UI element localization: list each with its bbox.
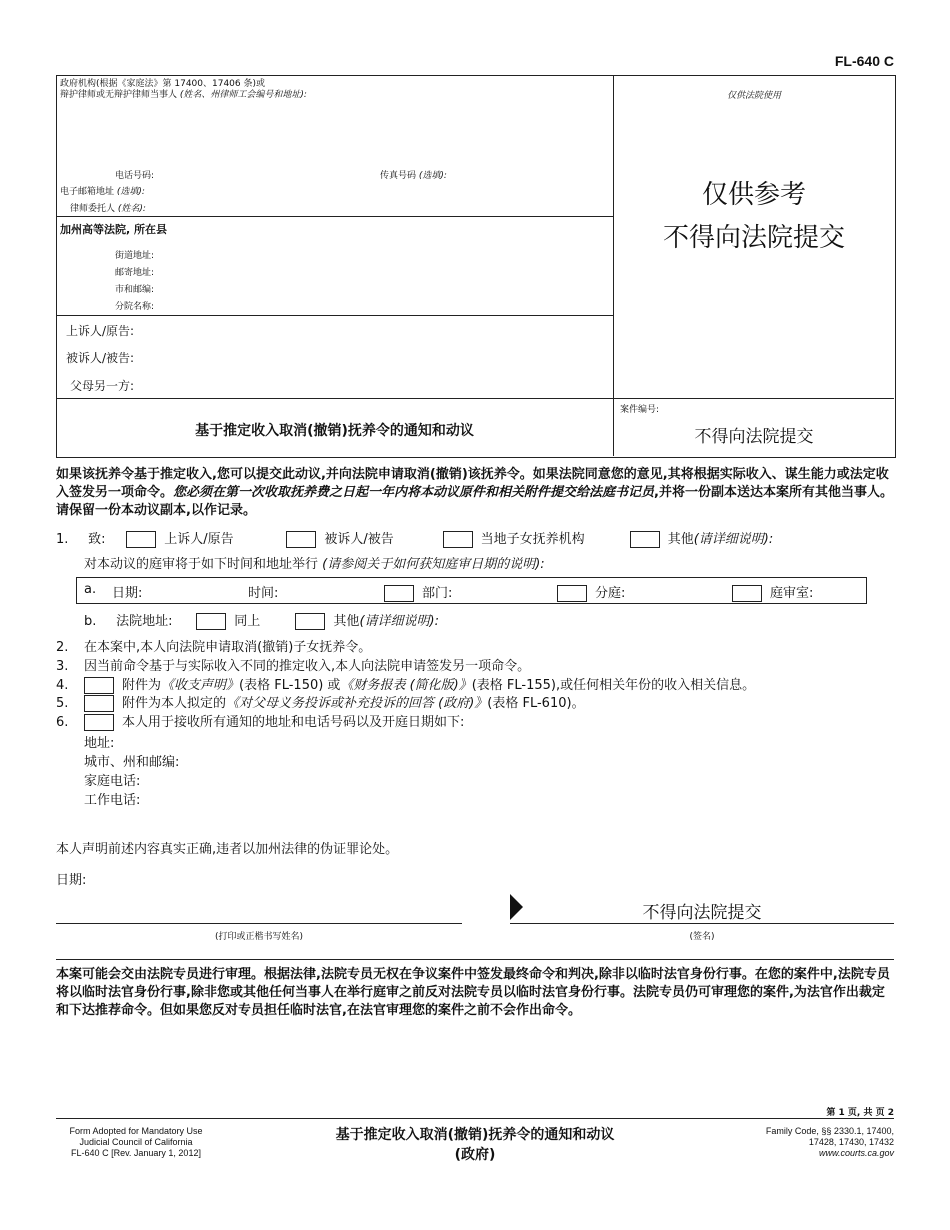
footer-title: 基于推定收入取消(撤销)抚养令的通知和动议 (政府) bbox=[335, 1127, 615, 1163]
agency-checkbox[interactable] bbox=[443, 531, 473, 548]
courts-link[interactable]: www.courts.ca.gov bbox=[818, 1148, 894, 1158]
caption-box bbox=[56, 75, 896, 458]
other-parent-label: 父母另一方: bbox=[70, 379, 135, 393]
signature-line[interactable] bbox=[510, 923, 894, 924]
commissioner-notice: 本案可能会交由法院专员进行审理。根据法律,法院专员无权在争议案件中签发最终命令和判决,除非以临时法官身份行事。在您的案件中,法院专员将以临时法官身份行事,除非您或其他任何当事人在举行庭审之前反对法院专员以临时法官身份行事。法院专员仍可审理您的案件,为法官作出裁定和下达推荐命令。但如果您反对专员担任临时法官,在法官审理您的案件之前不会作出命令。 bbox=[56, 967, 890, 1018]
email-label: 电子邮箱地址 (选填): bbox=[60, 187, 145, 197]
case-number-value: 不得向法院提交 bbox=[694, 427, 814, 447]
petitioner-checkbox[interactable] bbox=[126, 531, 156, 548]
form-id: FL-640 C bbox=[834, 53, 894, 69]
watermark-line2: 不得向法院提交 bbox=[662, 223, 845, 253]
city-state-zip-label[interactable]: 城市、州和邮编: bbox=[84, 755, 180, 770]
date-label[interactable]: 日期: bbox=[56, 873, 87, 888]
hearing-div[interactable]: 分庭: bbox=[557, 582, 625, 602]
name-caption: (打印或正楷书写姓名) bbox=[214, 932, 304, 942]
phone-label: 电话号码: bbox=[115, 171, 155, 181]
item-6-checkbox[interactable] bbox=[84, 714, 114, 731]
item-6: 6. 本人用于接收所有通知的地址和电话号码以及开庭日期如下: bbox=[56, 715, 465, 730]
mailing-label: 邮寄地址: bbox=[115, 268, 155, 278]
item-3: 3. 因当前命令基于与实际收入不同的推定收入,本人向法院申请签发另一项命令。 bbox=[56, 659, 531, 674]
hearing-time-label[interactable]: 时间: bbox=[248, 586, 279, 601]
court-address-row: b. 法院地址: 同上 其他(请详细说明): bbox=[84, 614, 439, 629]
case-number-label: 案件编号: bbox=[620, 405, 660, 415]
hearing-date-label[interactable]: 日期: bbox=[112, 586, 143, 601]
petitioner-label: 上诉人/原告: bbox=[66, 324, 135, 338]
footer-right: Family Code, §§ 2330.1, 17400, 17428, 17430, 17432 www.courts.ca.gov bbox=[765, 1126, 894, 1158]
court-use-label: 仅供法院使用 bbox=[726, 91, 781, 101]
item-5: 5. 附件为本人拟定的《对父母义务投诉或补充投诉的回答 (政府)》(表格 FL-610)。 bbox=[56, 696, 585, 711]
item-1-to: 1. 致: 上诉人/原告 被诉人/被告 当地子女抚养机构 其他(请详细说明): bbox=[56, 532, 774, 547]
other-address-checkbox[interactable] bbox=[295, 613, 325, 630]
signature-caption: (签名) bbox=[689, 932, 715, 942]
work-phone-label[interactable]: 工作电话: bbox=[84, 793, 141, 808]
declaration-text: 本人声明前述内容真实正确,违者以加州法律的伪证罪论处。 bbox=[56, 842, 399, 857]
same-checkbox[interactable] bbox=[196, 613, 226, 630]
fax-label: 传真号码 (选填): bbox=[380, 171, 447, 181]
branch-label: 分院名称: bbox=[115, 302, 155, 312]
party-label: 政府机构(根据《家庭法》第 17400、17406 条)或 辩护律师或无辩护律师当事人 (姓名、州律师工会编号和地址): bbox=[60, 79, 307, 100]
hearing-a-label: a. bbox=[84, 582, 97, 597]
footer-left: Form Adopted for Mandatory Use Judicial Council of California FL-640 C [Rev. January 1, 2012] bbox=[69, 1126, 203, 1158]
respondent-label: 被诉人/被告: bbox=[66, 351, 135, 365]
contact-block bbox=[84, 734, 179, 810]
home-phone-label[interactable]: 家庭电话: bbox=[84, 774, 141, 789]
street-label: 街道地址: bbox=[115, 251, 155, 261]
form-title: 基于推定收入取消(撤销)抚养令的通知和动议 bbox=[195, 423, 474, 439]
item-2: 2. 在本案中,本人向法院申请取消(撤销)子女抚养令。 bbox=[56, 640, 372, 655]
watermark-line1: 仅供参考 bbox=[701, 180, 806, 210]
hearing-room[interactable]: 庭审室: bbox=[732, 582, 813, 602]
respondent-checkbox[interactable] bbox=[286, 531, 316, 548]
signature-value: 不得向法院提交 bbox=[642, 903, 762, 923]
court-title: 加州高等法院, 所在县 bbox=[60, 223, 168, 236]
city-label: 市和邮编: bbox=[115, 285, 155, 295]
item-4: 4. 附件为《收支声明》(表格 FL-150) 或《财务报表 (简化版)》(表格 FL-155),或任何相关年份的收入相关信息。 bbox=[56, 678, 756, 693]
address-label[interactable]: 地址: bbox=[84, 736, 115, 751]
name-line[interactable] bbox=[56, 923, 462, 924]
hearing-text: 对本动议的庭审将于如下时间和地址举行 (请参阅关于如何获知庭审日期的说明): bbox=[84, 557, 545, 572]
other-party-checkbox[interactable] bbox=[630, 531, 660, 548]
attorney-label: 律师委托人 (姓名): bbox=[70, 204, 146, 214]
item-5-checkbox[interactable] bbox=[84, 695, 114, 712]
page-number: 第 1 页, 共 页 2 bbox=[826, 1108, 894, 1118]
intro-text: 如果该抚养令基于推定收入,您可以提交此动议,并向法院申请取消(撤销)该抚养令。如果法院同意您的意见,其将根据实际收入、谋生能力或法定收入签发另一项命令。您必须在第一次收取抚养费之日起一年内将本动议原件和相关附件提交给法庭书记员,并将一份副本送达本案所有其他当事人。请保留一份本动议副本,以作记录。 bbox=[56, 467, 893, 518]
hearing-dept[interactable]: 部门: bbox=[384, 582, 452, 602]
